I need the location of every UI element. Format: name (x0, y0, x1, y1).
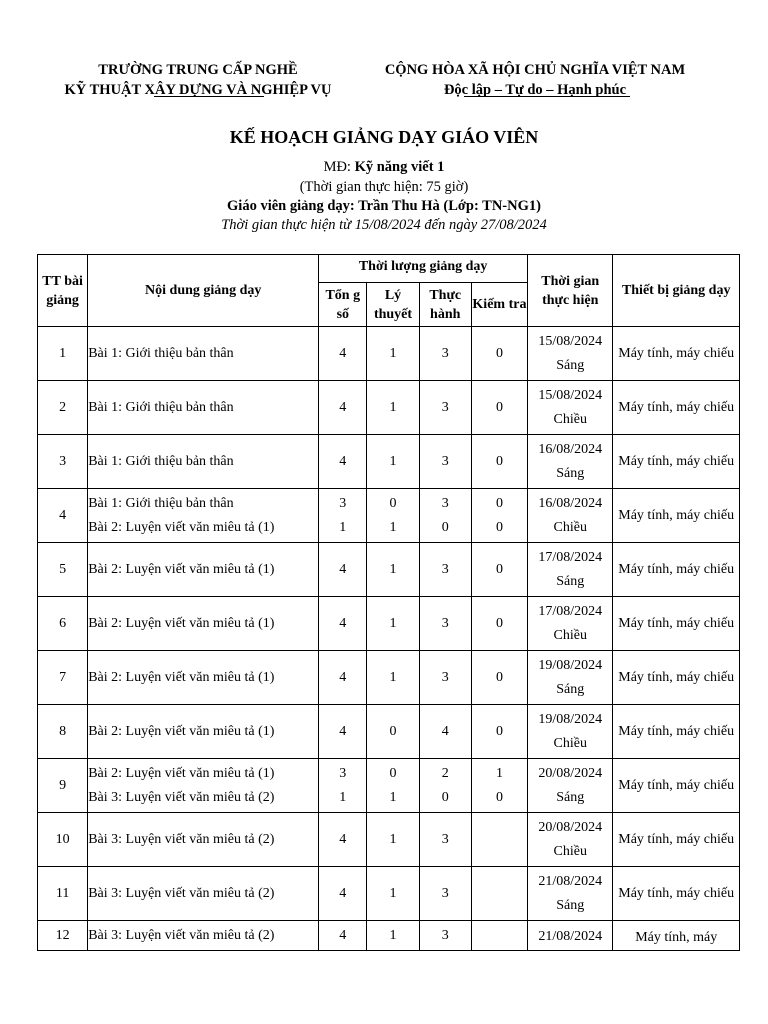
header-time: Thời gian thực hiện (528, 255, 613, 327)
table-row (38, 705, 740, 759)
cell-total (319, 489, 367, 543)
table-row (38, 759, 740, 813)
cell-date: 20/08/2024 (538, 819, 603, 835)
table-row (38, 489, 740, 543)
cell-theory (367, 435, 419, 489)
cell-content (88, 651, 319, 705)
cell-total-value: 4 (339, 345, 347, 361)
cell-date: 20/08/2024 (538, 765, 603, 781)
cell-theory (367, 813, 419, 867)
cell-practice (419, 813, 471, 867)
cell-theory (367, 651, 419, 705)
cell-time (528, 759, 613, 813)
cell-tt: 8 (38, 705, 88, 759)
cell-test (471, 705, 527, 759)
cell-time (528, 381, 613, 435)
cell-session: Sáng (556, 897, 585, 913)
cell-practice-value: 3 (441, 615, 449, 631)
cell-content (88, 327, 319, 381)
cell-test-line: 0 (495, 495, 503, 511)
cell-session: Chiều (553, 843, 587, 859)
cell-date: 19/08/2024 (538, 657, 603, 673)
cell-theory-line: 0 (389, 495, 397, 511)
cell-total (319, 597, 367, 651)
cell-content-value: Bài 2: Luyện viết văn miêu tả (1) (88, 669, 275, 685)
cell-practice (419, 381, 471, 435)
cell-theory (367, 543, 419, 597)
cell-time (528, 435, 613, 489)
cell-session: Sáng (556, 357, 585, 373)
cell-content-line: Bài 1: Giới thiệu bản thân (88, 495, 234, 511)
cell-theory-line: 1 (389, 789, 397, 805)
cell-content-value: Bài 2: Luyện viết văn miêu tả (1) (88, 615, 275, 631)
cell-theory (367, 489, 419, 543)
cell-practice-line: 2 (441, 765, 449, 781)
cell-date: 21/08/2024 (538, 873, 603, 889)
cell-practice-value: 3 (441, 345, 449, 361)
cell-session: Sáng (556, 789, 585, 805)
table-row (38, 597, 740, 651)
cell-theory (367, 921, 419, 951)
table-row (38, 921, 740, 951)
cell-content-value: Bài 1: Giới thiệu bản thân (88, 453, 234, 469)
cell-equipment: Máy tính, máy chiếu (613, 327, 740, 381)
cell-total-value: 4 (339, 927, 347, 943)
cell-theory-value: 0 (389, 723, 397, 739)
cell-theory (367, 867, 419, 921)
school-name-line1: TRƯỜNG TRUNG CẤP NGHỀ (98, 62, 298, 78)
teacher-line: Giáo viên giảng dạy: Trần Thu Hà (Lớp: TN-NG1) (227, 198, 541, 214)
cell-total-value: 4 (339, 453, 347, 469)
cell-equipment: Máy tính, máy chiếu (613, 381, 740, 435)
cell-content-line: Bài 3: Luyện viết văn miêu tả (2) (88, 789, 275, 805)
cell-date: 16/08/2024 (538, 495, 603, 511)
cell-total-line: 3 (339, 765, 347, 781)
cell-content (88, 543, 319, 597)
cell-practice-value: 3 (441, 561, 449, 577)
cell-session: Sáng (556, 681, 585, 697)
cell-test (471, 489, 527, 543)
cell-total (319, 705, 367, 759)
cell-theory-value: 1 (389, 669, 397, 685)
cell-test (471, 327, 527, 381)
cell-theory-value: 1 (389, 927, 397, 943)
cell-total (319, 543, 367, 597)
cell-total (319, 921, 367, 951)
cell-practice (419, 489, 471, 543)
school-header (38, 60, 358, 100)
cell-practice (419, 543, 471, 597)
cell-test-line: 1 (495, 765, 503, 781)
duration-line: (Thời gian thực hiện: 75 giờ) (299, 179, 469, 195)
cell-theory-value: 1 (389, 561, 397, 577)
cell-content-value: Bài 3: Luyện viết văn miêu tả (2) (88, 831, 275, 847)
cell-test (471, 759, 527, 813)
cell-content-value: Bài 3: Luyện viết văn miêu tả (2) (88, 927, 275, 943)
cell-total-line: 3 (339, 495, 347, 511)
cell-tt: 4 (38, 489, 88, 543)
cell-total (319, 867, 367, 921)
cell-content (88, 921, 319, 951)
national-motto-line2: Độc lập – Tự do – Hạnh phúc (443, 82, 627, 98)
cell-date: 15/08/2024 (538, 333, 603, 349)
national-motto-line1: CỘNG HÒA XÃ HỘI CHỦ NGHĨA VIỆT NAM (384, 62, 686, 78)
cell-test-value: 0 (495, 399, 503, 415)
cell-practice (419, 435, 471, 489)
header-total: Tổn g số (319, 283, 367, 327)
cell-total (319, 813, 367, 867)
cell-time (528, 867, 613, 921)
cell-equipment: Máy tính, máy chiếu (613, 543, 740, 597)
header-test: Kiếm tra (471, 283, 527, 327)
module-line (0, 157, 768, 177)
cell-content (88, 381, 319, 435)
cell-time (528, 705, 613, 759)
cell-practice-line: 3 (441, 495, 449, 511)
cell-test-line: 0 (495, 519, 503, 535)
cell-practice-line: 0 (441, 789, 449, 805)
table-row (38, 867, 740, 921)
cell-equipment: Máy tính, máy chiếu (613, 867, 740, 921)
cell-equipment: Máy tính, máy chiếu (613, 705, 740, 759)
table-row (38, 651, 740, 705)
cell-test (471, 813, 527, 867)
cell-content-value: Bài 2: Luyện viết văn miêu tả (1) (88, 561, 275, 577)
cell-test-value: 0 (495, 453, 503, 469)
cell-content-line: Bài 2: Luyện viết văn miêu tả (1) (88, 519, 275, 535)
cell-content-line: Bài 2: Luyện viết văn miêu tả (1) (88, 765, 275, 781)
cell-total-value: 4 (339, 723, 347, 739)
cell-test-value: 0 (495, 615, 503, 631)
cell-test-value: 0 (495, 669, 503, 685)
cell-practice (419, 921, 471, 951)
cell-equipment: Máy tính, máy chiếu (613, 651, 740, 705)
cell-total-value: 4 (339, 669, 347, 685)
cell-practice-value: 3 (441, 669, 449, 685)
cell-theory-value: 1 (389, 453, 397, 469)
cell-practice (419, 867, 471, 921)
header-equipment: Thiết bị giảng dạy (613, 255, 740, 327)
cell-content (88, 489, 319, 543)
header-content: Nội dung giảng dạy (88, 255, 319, 327)
cell-test-value: 0 (495, 345, 503, 361)
cell-tt: 12 (38, 921, 88, 951)
module-name: Kỹ năng viết 1 (354, 159, 445, 175)
table-row (38, 543, 740, 597)
cell-theory-line: 0 (389, 765, 397, 781)
header-tt: TT bài giảng (38, 255, 88, 327)
cell-content-value: Bài 1: Giới thiệu bản thân (88, 399, 234, 415)
cell-content (88, 435, 319, 489)
cell-content (88, 759, 319, 813)
cell-tt: 10 (38, 813, 88, 867)
cell-total (319, 381, 367, 435)
cell-theory-value: 1 (389, 831, 397, 847)
header-theory: Lý thuyết (367, 283, 419, 327)
cell-date: 17/08/2024 (538, 549, 603, 565)
cell-test (471, 867, 527, 921)
cell-content (88, 813, 319, 867)
table-row (38, 435, 740, 489)
cell-theory (367, 597, 419, 651)
cell-date: 16/08/2024 (538, 441, 603, 457)
cell-tt: 1 (38, 327, 88, 381)
cell-content (88, 867, 319, 921)
cell-test-value: 0 (495, 723, 503, 739)
cell-practice-line: 0 (441, 519, 449, 535)
cell-practice-value: 3 (441, 885, 449, 901)
cell-test (471, 381, 527, 435)
cell-tt: 6 (38, 597, 88, 651)
cell-total-value: 4 (339, 885, 347, 901)
cell-total-line: 1 (339, 789, 347, 805)
cell-equipment: Máy tính, máy chiếu (613, 813, 740, 867)
teaching-plan-table (37, 254, 740, 951)
cell-theory (367, 759, 419, 813)
module-prefix: MĐ: (323, 159, 355, 175)
cell-test (471, 543, 527, 597)
cell-tt: 9 (38, 759, 88, 813)
cell-equipment: Máy tính, máy (613, 921, 740, 951)
cell-total (319, 651, 367, 705)
cell-test (471, 435, 527, 489)
cell-content-value: Bài 3: Luyện viết văn miêu tả (2) (88, 885, 275, 901)
cell-tt: 7 (38, 651, 88, 705)
cell-practice-value: 3 (441, 831, 449, 847)
cell-date: 17/08/2024 (538, 603, 603, 619)
cell-test (471, 921, 527, 951)
cell-practice-value: 3 (441, 927, 449, 943)
cell-date: 19/08/2024 (538, 711, 603, 727)
table-row (38, 381, 740, 435)
cell-total-value: 4 (339, 561, 347, 577)
cell-time (528, 921, 613, 951)
cell-time (528, 813, 613, 867)
school-name-line2: KỸ THUẬT XÂY DỰNG VÀ NGHIỆP VỤ (64, 82, 332, 98)
cell-total-line: 1 (339, 519, 347, 535)
cell-practice (419, 327, 471, 381)
header-duration-group: Thời lượng giảng dạy (319, 255, 528, 283)
cell-theory-value: 1 (389, 885, 397, 901)
cell-theory-value: 1 (389, 399, 397, 415)
cell-theory-line: 1 (389, 519, 397, 535)
cell-practice-value: 4 (441, 723, 449, 739)
cell-session: Chiều (553, 519, 587, 535)
cell-session: Chiều (553, 411, 587, 427)
cell-total-value: 4 (339, 615, 347, 631)
national-header-underline (464, 96, 630, 97)
cell-time (528, 597, 613, 651)
cell-total-value: 4 (339, 399, 347, 415)
cell-tt: 5 (38, 543, 88, 597)
cell-theory-value: 1 (389, 345, 397, 361)
cell-test (471, 651, 527, 705)
table-row (38, 813, 740, 867)
cell-time (528, 651, 613, 705)
cell-practice (419, 759, 471, 813)
cell-total (319, 759, 367, 813)
cell-theory (367, 381, 419, 435)
cell-session: Sáng (556, 465, 585, 481)
cell-content-value: Bài 2: Luyện viết văn miêu tả (1) (88, 723, 275, 739)
cell-practice-value: 3 (441, 453, 449, 469)
cell-session: Sáng (556, 573, 585, 589)
cell-total-value: 4 (339, 831, 347, 847)
cell-test-value: 0 (495, 561, 503, 577)
cell-practice (419, 597, 471, 651)
cell-equipment: Máy tính, máy chiếu (613, 597, 740, 651)
cell-content (88, 705, 319, 759)
cell-theory (367, 327, 419, 381)
cell-theory (367, 705, 419, 759)
period-line: Thời gian thực hiện từ 15/08/2024 đến ngày 27/08/2024 (221, 217, 547, 233)
cell-equipment: Máy tính, máy chiếu (613, 759, 740, 813)
national-header (360, 60, 710, 100)
cell-test-line: 0 (495, 789, 503, 805)
cell-equipment: Máy tính, máy chiếu (613, 489, 740, 543)
cell-date: 15/08/2024 (538, 387, 603, 403)
header-practice: Thực hành (419, 283, 471, 327)
cell-content-value: Bài 1: Giới thiệu bản thân (88, 345, 234, 361)
cell-content (88, 597, 319, 651)
cell-time (528, 543, 613, 597)
cell-time (528, 489, 613, 543)
cell-tt: 11 (38, 867, 88, 921)
cell-practice-value: 3 (441, 399, 449, 415)
cell-session: Chiều (553, 735, 587, 751)
table-body (38, 327, 740, 951)
cell-test (471, 597, 527, 651)
page-title: KẾ HOẠCH GIẢNG DẠY GIÁO VIÊN (229, 127, 539, 147)
cell-time (528, 327, 613, 381)
cell-practice (419, 705, 471, 759)
cell-session: Chiều (553, 627, 587, 643)
cell-tt: 3 (38, 435, 88, 489)
cell-total (319, 435, 367, 489)
cell-practice (419, 651, 471, 705)
cell-date: 21/08/2024 (538, 929, 603, 944)
table-row (38, 327, 740, 381)
cell-total (319, 327, 367, 381)
cell-tt: 2 (38, 381, 88, 435)
school-header-underline (154, 96, 264, 97)
cell-theory-value: 1 (389, 615, 397, 631)
cell-equipment: Máy tính, máy chiếu (613, 435, 740, 489)
